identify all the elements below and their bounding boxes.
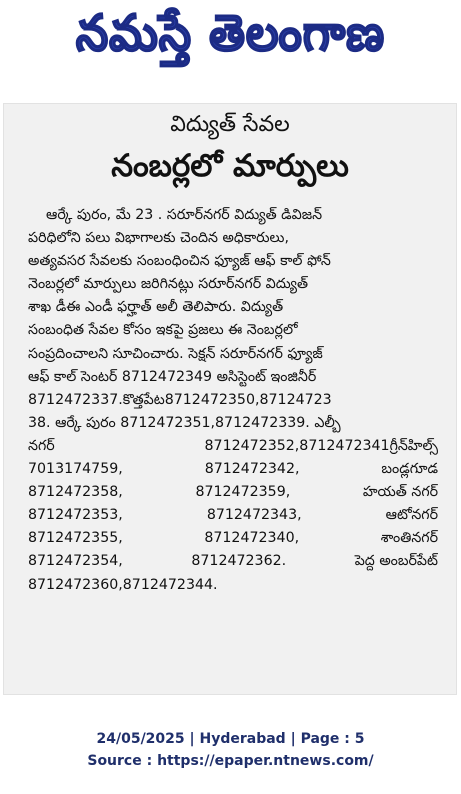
body-line: అత్యవసర సేవలకు సంబంధించిన ఫ్యూజ్ ఆఫ్ కాల్ ఫోన్ bbox=[28, 253, 331, 270]
article-body bbox=[28, 204, 438, 597]
article-headline: నంబర్లలో మార్పులు bbox=[111, 148, 349, 184]
body-word: ఆటోనగర్ bbox=[385, 507, 438, 524]
body-line: సంబంధిత సేవల కోసం ఇకపై ప్రజలు ఈ నెంబర్లలో bbox=[28, 322, 298, 339]
body-line: ఆఫ్ కాల్ సెంటర్ 8712472349 అసిస్టెంట్ ఇంజినీర్ bbox=[28, 368, 317, 385]
newspaper-logo: నమస్తే తెలంగాణ bbox=[75, 3, 386, 62]
body-word: హయత్ నగర్ bbox=[362, 484, 438, 501]
source-url: Source : https://epaper.ntnews.com/ bbox=[87, 753, 374, 769]
masthead bbox=[0, 0, 461, 78]
body-line bbox=[28, 550, 438, 573]
body-word: 8712472354, bbox=[28, 553, 123, 570]
body-line: నెంబర్లలో మార్పులు జరిగినట్లు సరూర్‌నగర్ విద్యుత్ bbox=[28, 276, 309, 293]
body-line bbox=[28, 481, 438, 504]
body-word: పెద్ద అంబర్‌పేట్ bbox=[354, 553, 438, 570]
body-line: ఆర్కే పురం, మే 23 . సరూర్‌నగర్ విద్యుత్ డివిజన్ bbox=[46, 207, 323, 223]
body-word: 8712472362. bbox=[191, 553, 287, 570]
body-word: 7013174759, bbox=[28, 461, 123, 478]
body-word: 8712472343, bbox=[206, 507, 302, 524]
body-word: 8712472358, bbox=[28, 484, 123, 501]
body-word: 8712472352,8712472341గ్రీన్‌హిల్స్ bbox=[204, 437, 438, 454]
body-word: 8712472355, bbox=[28, 530, 123, 547]
body-word: 8712472340, bbox=[204, 530, 300, 547]
body-line bbox=[28, 435, 438, 458]
body-line: 38. ఆర్కే పురం 8712472351,8712472339. ఎల్బీ bbox=[28, 414, 341, 431]
edition-info: 24/05/2025 | Hyderabad | Page : 5 bbox=[96, 731, 365, 747]
body-line: శాఖ డీఈ ఎండీ ఫర్హాత్ అలీ తెలిపారు. విద్యుత్ bbox=[28, 299, 284, 316]
body-line bbox=[28, 527, 438, 550]
body-line: సంప్రదించాలని సూచించారు. సెక్షన్ సరూర్‌నగర్ ఫ్యూజ్ bbox=[28, 345, 323, 362]
body-line bbox=[28, 458, 438, 481]
body-line: 8712472360,8712472344. bbox=[28, 576, 218, 593]
body-line bbox=[28, 504, 438, 527]
body-line: 8712472337.కొత్తపేట8712472350,87124723 bbox=[28, 391, 332, 408]
body-word: నగర్ bbox=[28, 437, 55, 454]
article-clipping bbox=[3, 103, 457, 695]
article-kicker: విద్యుత్ సేవల bbox=[170, 112, 290, 137]
body-word: 8712472359, bbox=[195, 484, 291, 501]
body-word: బండ్లగూడ bbox=[381, 461, 438, 478]
body-word: 8712472353, bbox=[28, 507, 123, 524]
body-word: శాంతినగర్ bbox=[380, 530, 438, 547]
body-word: 8712472342, bbox=[204, 461, 300, 478]
body-line: పరిధిలోని పలు విభాగాలకు చెందిన అధికారులు, bbox=[28, 230, 289, 247]
